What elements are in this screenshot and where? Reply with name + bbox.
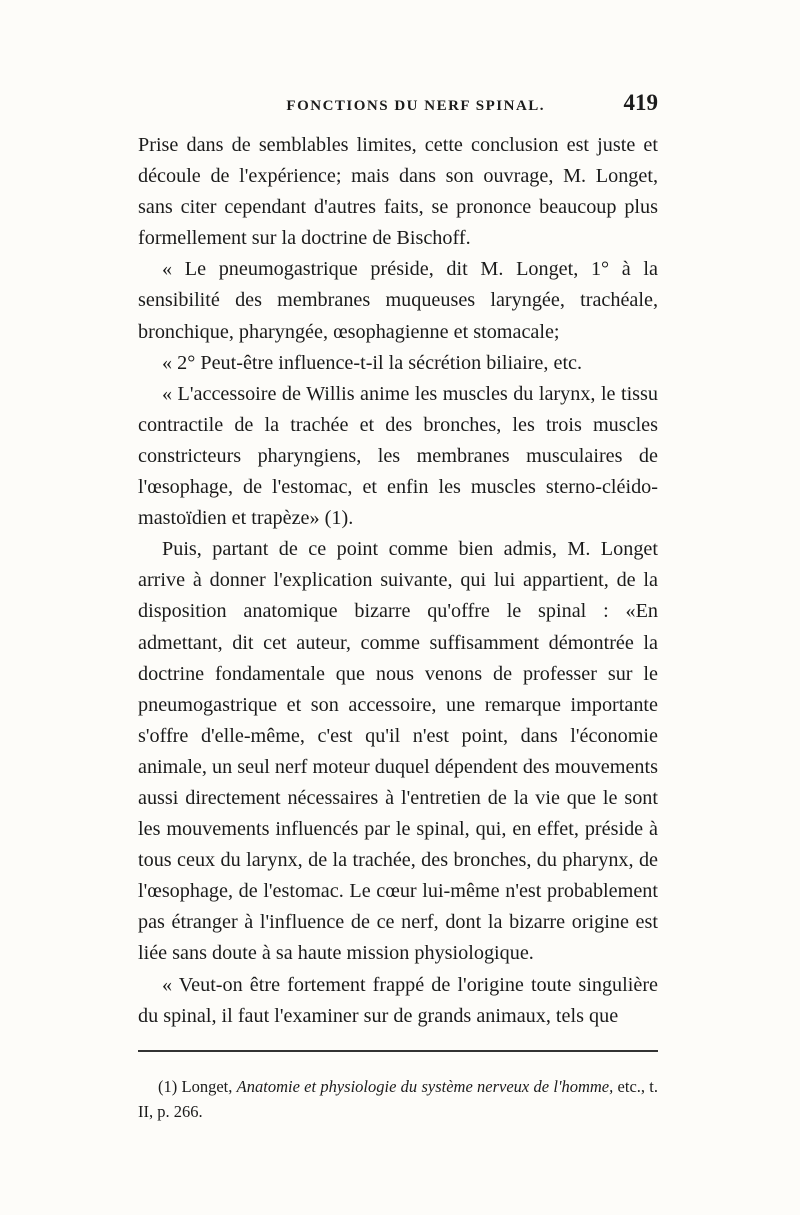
page-number: 419: [623, 90, 658, 115]
body-text: [138, 130, 658, 1032]
paragraph: Prise dans de semblables limites, cette conclusion est juste et découle de l'expérience; mais dans son ouvrage, M. Longet, sans citer cependant d'autres faits, se prononce beaucoup plus formellement sur la doctrine de Bischoff.: [138, 134, 658, 250]
paragraph: « 2° Peut-être influence-t-il la sécrétion biliaire, etc.: [162, 351, 583, 374]
running-title: FONCTIONS DU NERF SPINAL.: [286, 98, 546, 114]
footnote-rest: etc., t. II, p. 266.: [138, 1076, 659, 1121]
paragraph: « Le pneumogastrique préside, dit M. Longet, 1° à la sensibilité des membranes muqueuses laryngée, trachéale, bronchique, pharyngée, œsophagienne et stomacale;: [138, 258, 658, 343]
paragraph: « L'accessoire de Willis anime les muscles du larynx, le tissu contractile de la trachée et des bronches, les trois muscles constricteurs pharyngiens, les membranes musculaires de l'œsophage, de l'estomac, et enfin les muscles sterno-cléido-mastoïdien et trapèze» (1).: [138, 382, 658, 530]
paragraph: Puis, partant de ce point comme bien admis, M. Longet arrive à donner l'explication suivante, qui lui appartient, de la disposition anatomique bizarre qu'offre le spinal : «En admettant, dit cet auteur, comme suffisamment démontrée la doctrine fondamentale que nous venons de professer sur le pneumogastrique et son accessoire, une remarque importante s'offre d'elle-même, c'est qu'il n'est point, dans l'économie animale, un seul nerf moteur duquel dépendent des mouvements aussi directement nécessaires à l'entretien de la vie que le sont les mouvements influencés par le spinal, qui, en effet, préside à tous ceux du larynx, de la trachée, des bronches, du pharynx, de l'œsophage, de l'estomac. Le cœur lui-même n'est probablement pas étranger à l'influence de ce nerf, dont la bizarre origine est liée sans doute à sa haute mission physiologique.: [138, 538, 658, 965]
book-page: [138, 90, 658, 1124]
footnote-title: Anatomie et physiologie du système nerveux de l'homme,: [236, 1076, 614, 1096]
footnote-marker: (1) Longet,: [158, 1076, 233, 1096]
paragraph: « Veut-on être fortement frappé de l'origine toute singulière du spinal, il faut l'examiner sur de grands animaux, tels que: [138, 973, 658, 1027]
footnote: [138, 1074, 658, 1124]
page-header: [138, 90, 658, 130]
footnote-rule: [138, 1050, 658, 1052]
